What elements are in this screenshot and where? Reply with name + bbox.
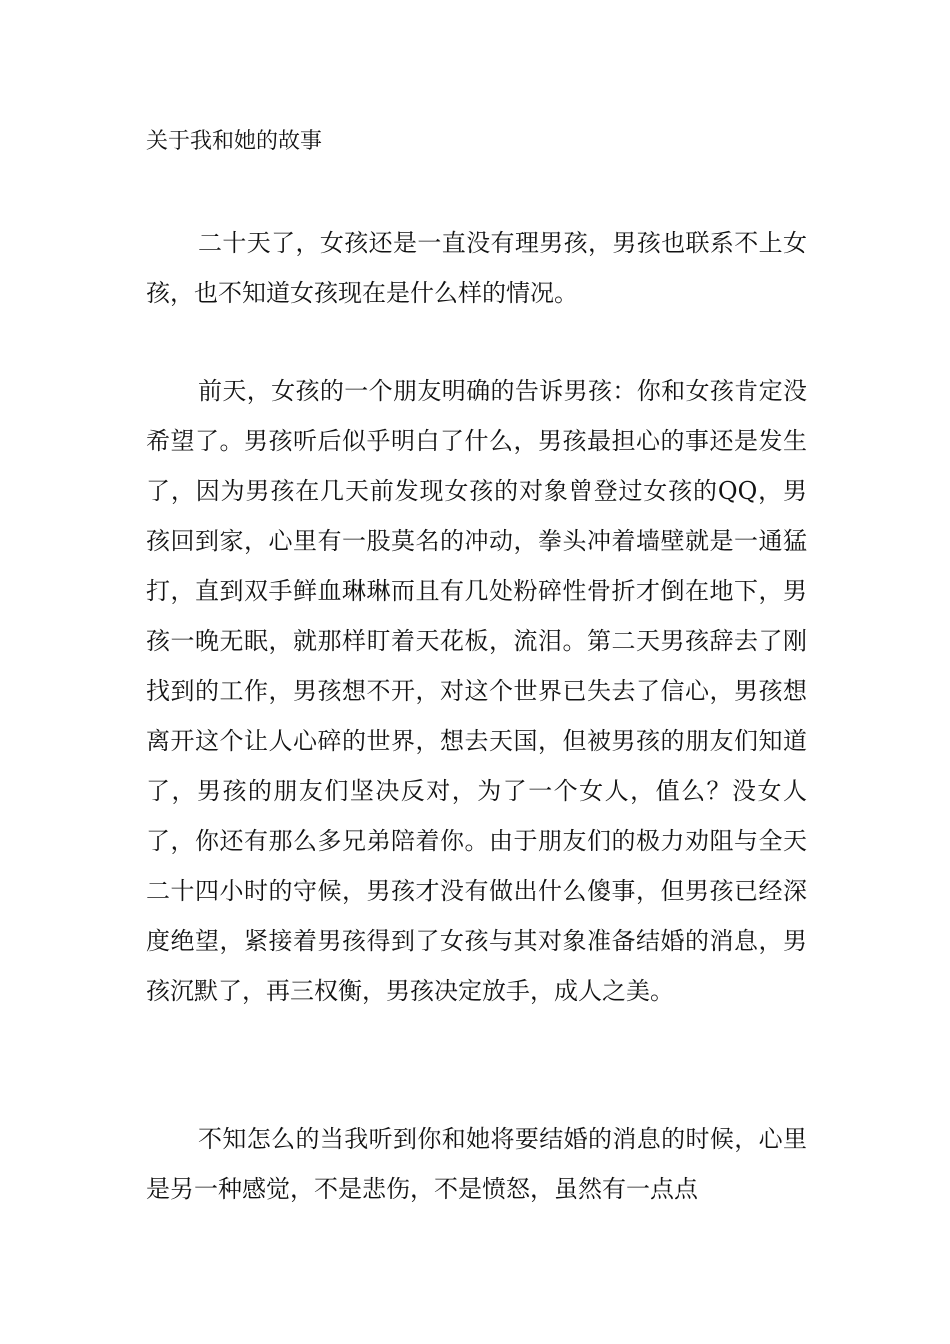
paragraph-3: 不知怎么的当我听到你和她将要结婚的消息的时候，心里是另一种感觉，不是悲伤，不是愤怒，虽然有一点点 — [146, 1125, 807, 1203]
document-title: 关于我和她的故事 — [146, 129, 323, 154]
paragraph-1: 二十天了，女孩还是一直没有理男孩，男孩也联系不上女孩，也不知道女孩现在是什么样的情况。 — [146, 229, 807, 307]
paragraph-2: 前天，女孩的一个朋友明确的告诉男孩：你和女孩肯定没希望了。男孩听后似乎明白了什么，男孩最担心的事还是发生了，因为男孩在几天前发现女孩的对象曾登过女孩的QQ，男孩回到家，心里有一股莫名的冲动，拳头冲着墙壁就是一通猛打，直到双手鲜血琳琳而且有几处粉碎性骨折才倒在地下，男孩一晚无眠，就那样盯着天花板，流泪。第二天男孩辞去了刚找到的工作，男孩想不开，对这个世界已失去了信心，男孩想离开这个让人心碎的世界，想去天国，但被男孩的朋友们知道了，男孩的朋友们坚决反对，为了一个女人，值么？没女人了，你还有那么多兄弟陪着你。由于朋友们的极力劝阻与全天二十四小时的守候，男孩才没有做出什么傻事，但男孩已经深度绝望，紧接着男孩得到了女孩与其对象准备结婚的消息，男孩沉默了，再三权衡，男孩决定放手，成人之美。 — [146, 377, 807, 1005]
